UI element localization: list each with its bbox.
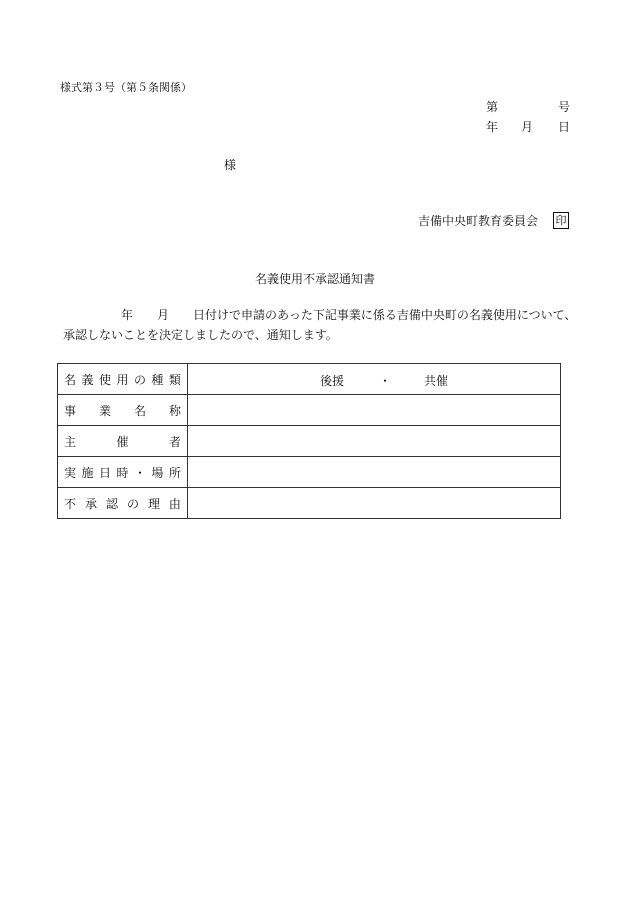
- table-row: [58, 457, 561, 488]
- label-char: 称: [168, 403, 181, 418]
- label-char: 催: [116, 434, 129, 449]
- usage-kind-option-cohost: 共催: [424, 374, 449, 388]
- label-char: 時: [116, 465, 129, 480]
- addressee-honorific: 様: [224, 158, 237, 172]
- label-char: 施: [81, 465, 94, 480]
- label-char: 場: [151, 465, 164, 480]
- label-char: 承: [84, 496, 97, 511]
- label-char: 義: [81, 372, 94, 387]
- row-label-text: [64, 433, 181, 450]
- table-row: [58, 488, 561, 519]
- label-char: 類: [168, 372, 181, 387]
- label-char: 使: [98, 372, 111, 387]
- table-row: [58, 364, 561, 395]
- label-char: ・: [133, 465, 146, 480]
- row-value: [188, 488, 561, 519]
- label-char: 名: [64, 372, 77, 387]
- label-char: の: [133, 372, 146, 387]
- label-char: 理: [147, 496, 160, 511]
- issuer-name: 吉備中央町教育委員会: [418, 214, 539, 228]
- seal-stamp-box: 印: [553, 212, 569, 229]
- row-label-text: [64, 402, 181, 419]
- label-char: 用: [116, 372, 129, 387]
- body-text-line-2: 承認しないことを決定しましたので、通知します。: [63, 328, 338, 342]
- row-label: [58, 488, 188, 519]
- row-label-text: [64, 371, 181, 388]
- body-text-line-1: 日付けで申請のあった下記事業に係る吉備中央町の名義使用について、: [193, 308, 577, 322]
- body-year: 年: [121, 308, 134, 322]
- label-char: 由: [168, 496, 181, 511]
- label-char: 業: [98, 403, 111, 418]
- label-char: 実: [64, 465, 77, 480]
- label-char: 者: [168, 434, 181, 449]
- label-char: 日: [98, 465, 111, 480]
- row-label: [58, 426, 188, 457]
- row-value: [188, 426, 561, 457]
- row-label: [58, 364, 188, 395]
- label-char: 主: [64, 434, 77, 449]
- label-char: 名: [133, 403, 146, 418]
- row-label: [58, 395, 188, 426]
- date-day: 日: [558, 120, 571, 134]
- row-label-text: [64, 495, 181, 512]
- usage-kind-option-support: 後援: [320, 374, 345, 388]
- date-year: 年: [486, 120, 499, 134]
- row-label: [58, 457, 188, 488]
- row-label-text: [64, 464, 181, 481]
- document-number-label: 第: [486, 100, 499, 114]
- form-number: 様式第３号（第５条関係）: [60, 81, 192, 94]
- usage-kind-separator: ・: [379, 374, 392, 388]
- table-row: [58, 395, 561, 426]
- label-char: 種: [151, 372, 164, 387]
- document-number-suffix: 号: [558, 100, 571, 114]
- usage-kind-cell: [188, 364, 561, 395]
- date-month: 月: [521, 120, 534, 134]
- label-char: 不: [64, 496, 77, 511]
- label-char: 認: [105, 496, 118, 511]
- table-row: [58, 426, 561, 457]
- body-month: 月: [157, 308, 170, 322]
- row-value: [188, 457, 561, 488]
- label-char: 事: [64, 403, 77, 418]
- document-title: 名義使用不承認通知書: [254, 272, 375, 286]
- label-char: 所: [168, 465, 181, 480]
- row-value: [188, 395, 561, 426]
- detail-table: [57, 363, 561, 519]
- label-char: の: [126, 496, 139, 511]
